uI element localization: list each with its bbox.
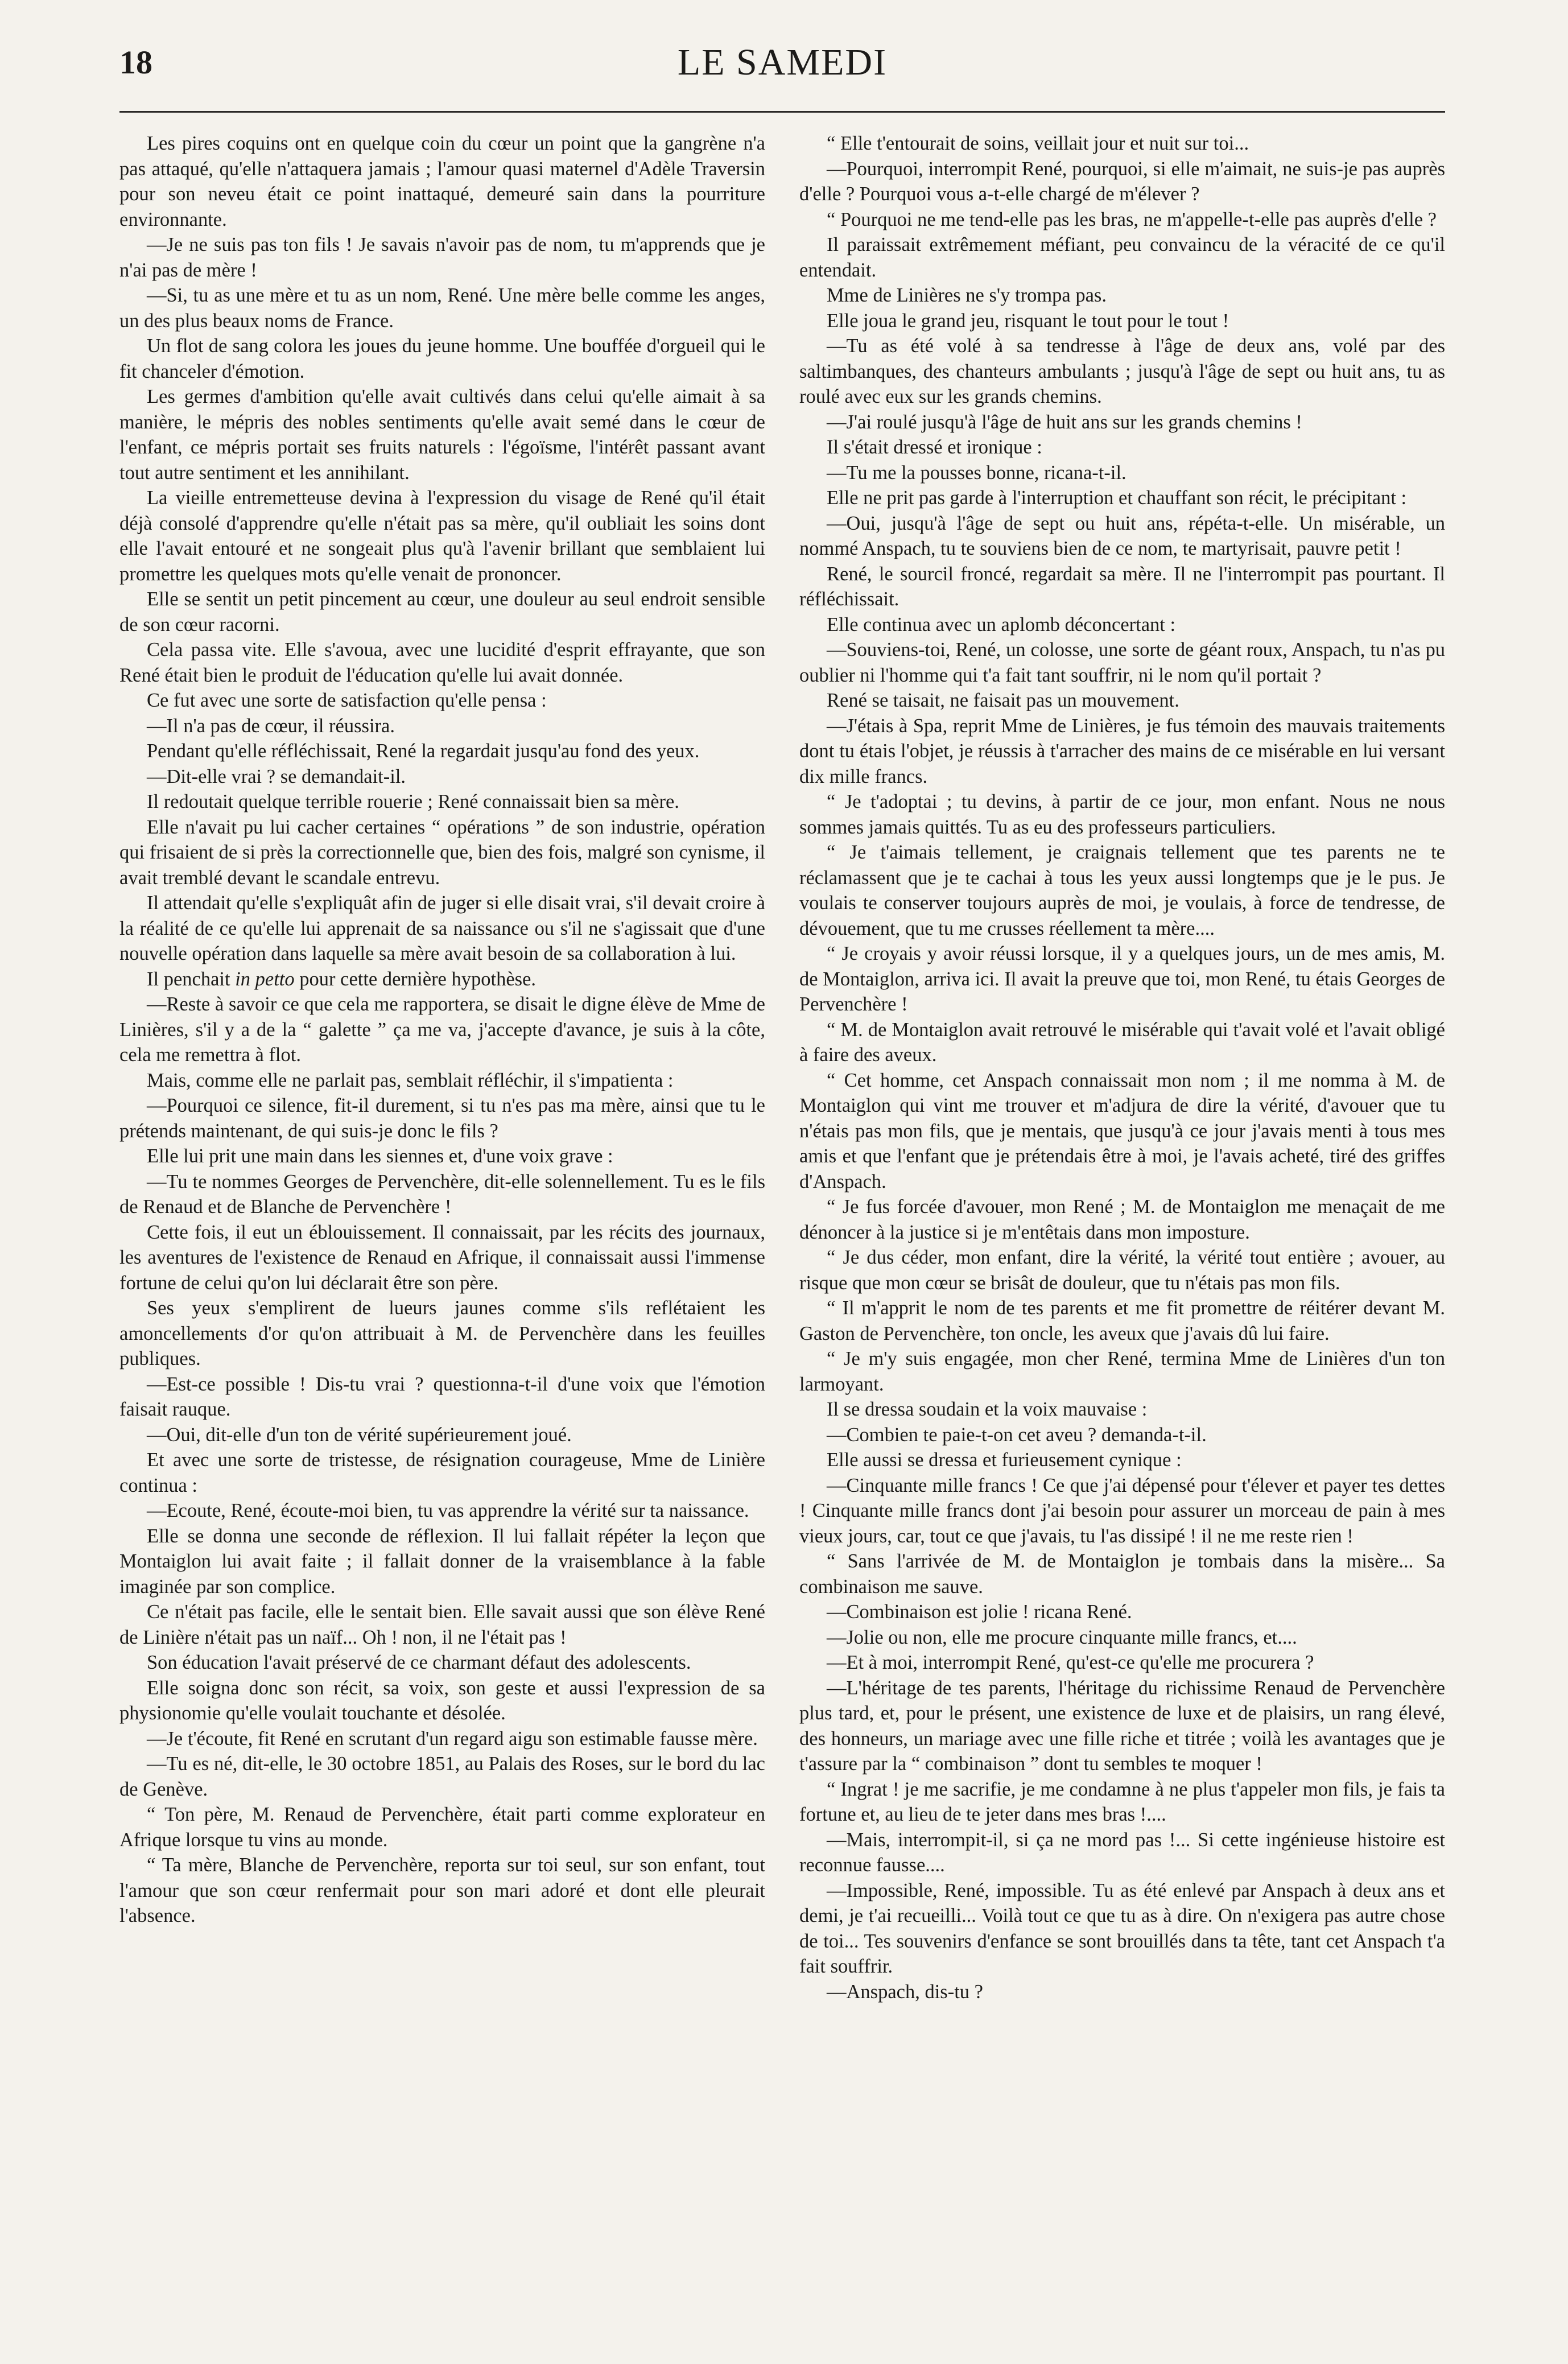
paragraph: —Combinaison est jolie ! ricana René. [827, 1601, 1132, 1623]
paragraph: —Tu es né, dit-elle, le 30 octobre 1851, au Palais des Roses, sur le bord du lac de Genève. [119, 1753, 765, 1800]
paragraph: —Oui, jusqu'à l'âge de sept ou huit ans, répéta-t-elle. Un misérable, un nommé Anspach, tu te souviens bien de ce nom, te martyrisait, pauvre petit ! [799, 512, 1445, 559]
paragraph: Elle joua le grand jeu, risquant le tout pour le tout ! [827, 310, 1229, 332]
paragraph: —Et à moi, interrompit René, qu'est-ce qu'elle me procurera ? [827, 1652, 1314, 1673]
paragraph: “ Je dus céder, mon enfant, dire la vérité, la vérité tout entière ; avouer, au risque que mon cœur se brisât de douleur, que tu n'étais pas mon fils. [799, 1247, 1445, 1294]
paragraph: Cette fois, il eut un éblouissement. Il connaissait, par les récits des journaux, les aventures de l'existence de Renaud en Afrique, il connaissait aussi l'immense fortune de celui qu'on lui déclarait être son père. [119, 1221, 765, 1294]
paragraph: “ Il m'apprit le nom de tes parents et me fit promettre de réitérer devant M. Gaston de Pervenchère, ton oncle, les aveux que j'avais dû lui faire. [799, 1297, 1445, 1344]
paragraph: “ Cet homme, cet Anspach connaissait mon nom ; il me nomma à M. de Montaiglon qui vint me trouver et m'adjura de dire la vérité, d'avouer que tu n'étais pas mon fils, que je mentais, que jusqu'à ce jour j'avais menti à tous mes amis et que l'enfant que je prétendais être à moi, je l'avais acheté, tiré des griffes d'Anspach. [799, 1069, 1445, 1193]
paragraph: —J'étais à Spa, reprit Mme de Linières, je fus témoin des mauvais traitements dont tu étais l'objet, je réussis à t'arracher des mains de ce misérable en lui versant dix mille francs. [799, 715, 1445, 787]
paragraph: —Anspach, dis-tu ? [827, 1981, 983, 2003]
paragraph: —Combien te paie-t-on cet aveu ? demanda-t-il. [827, 1424, 1207, 1446]
paragraph: —Reste à savoir ce que cela me rapportera, se disait le digne élève de Mme de Linières, s'il y a de la “ galette ” ça me va, j'accepte d'avance, je suis à la côte, cela me remettra à flot. [119, 993, 765, 1066]
paragraph: “ Sans l'arrivée de M. de Montaiglon je tombais dans la misère... Sa combinaison me sauve. [799, 1550, 1445, 1598]
paragraph: Et avec une sorte de tristesse, de résignation courageuse, Mme de Linière continua : [119, 1449, 765, 1496]
paragraph: Elle n'avait pu lui cacher certaines “ opérations ” de son industrie, opération qui frisaient de si près la correctionnelle que, bien des fois, malgré son cynisme, il avait tremblé devant le scandale entrevu. [119, 816, 765, 889]
paragraph: Il se dressa soudain et la voix mauvaise : [827, 1398, 1148, 1420]
paragraph: Il s'était dressé et ironique : [827, 436, 1042, 458]
paragraph: René, le sourcil froncé, regardait sa mère. Il ne l'interrompit pas pourtant. Il réfléchissait. [799, 563, 1445, 610]
paragraph: La vieille entremetteuse devina à l'expression du visage de René qu'il était déjà consolé d'apprendre qu'elle n'était pas sa mère, qu'il oubliait les soins dont elle l'avait entouré et ne songeait plus qu'à l'avenir brillant que semblaient lui promettre les quelques mots qu'elle venait de prononcer. [119, 487, 765, 585]
header-rule [119, 111, 1445, 113]
paragraph: “ Elle t'entourait de soins, veillait jour et nuit sur toi... [827, 133, 1249, 154]
paragraph: —Si, tu as une mère et tu as un nom, René. Une mère belle comme les anges, un des plus beaux noms de France. [119, 284, 765, 332]
paragraph: Ce n'était pas facile, elle le sentait bien. Elle savait aussi que son élève René de Linière n'était pas un naïf... Oh ! non, il ne l'était pas ! [119, 1601, 765, 1648]
paragraph: “ Ton père, M. Renaud de Pervenchère, était parti comme explorateur en Afrique lorsque tu vins au monde. [119, 1804, 765, 1851]
paragraph: —Pourquoi ce silence, fit-il durement, si tu n'es pas ma mère, ainsi que tu le prétends maintenant, de qui suis-je donc le fils ? [119, 1095, 765, 1142]
paragraph: —Pourquoi, interrompit René, pourquoi, si elle m'aimait, ne suis-je pas auprès d'elle ? Pourquoi vous a-t-elle chargé de m'élever ? [799, 158, 1445, 205]
page-header [119, 28, 1445, 97]
paragraph: —Cinquante mille francs ! Ce que j'ai dépensé pour t'élever et payer tes dettes ! Cinquante mille francs dont j'ai besoin pour assurer un morceau de pain à mes vieux jours, car, tout ce que j'avais, tu l'as dissipé ! il ne me reste rien ! [799, 1474, 1445, 1547]
paragraph: Son éducation l'avait préservé de ce charmant défaut des adolescents. [147, 1652, 691, 1673]
paragraph: Mais, comme elle ne parlait pas, semblait réfléchir, il s'impatienta : [147, 1069, 674, 1091]
paragraph: —Ecoute, René, écoute-moi bien, tu vas apprendre la vérité sur ta naissance. [147, 1500, 749, 1521]
left-column [119, 131, 765, 1929]
paragraph: “ Je t'aimais tellement, je craignais tellement que tes parents ne te réclamassent que je te cachai à tous les yeux aussi longtemps que je le pus. Je voulais te conserver toujours auprès de moi, je voulais, à force de tendresse, de dévouement, que tu me crusses réellement ta mère.... [799, 841, 1445, 939]
paragraph: —Mais, interrompit-il, si ça ne mord pas !... Si cette ingénieuse histoire est reconnue fausse.... [799, 1829, 1445, 1876]
paragraph: —Tu me la pousses bonne, ricana-t-il. [827, 461, 1127, 484]
paragraph: René se taisait, ne faisait pas un mouvement. [827, 690, 1179, 711]
paragraph: —Est-ce possible ! Dis-tu vrai ? questionna-t-il d'une voix que l'émotion faisait rauque. [119, 1373, 765, 1420]
paragraph: Elle se donna une seconde de réflexion. Il lui fallait répéter la leçon que Montaiglon lui avait faite ; il fallait donner de la vraisemblance à la fable imaginée par son complice. [119, 1525, 765, 1598]
paragraph: —Tu te nommes Georges de Pervenchère, dit-elle solennellement. Tu es le fils de Renaud et de Blanche de Pervenchère ! [119, 1170, 765, 1218]
paragraph: Il attendait qu'elle s'expliquât afin de juger si elle disait vrai, s'il devait croire à la réalité de ce qu'elle lui apprenait de sa naissance ou s'il ne s'agissait que d'une nouvelle opération dans laquelle sa mère avait besoin de sa collaboration à lui. [119, 892, 765, 964]
paragraph: Elle se sentit un petit pincement au cœur, une douleur au seul endroit sensible de son cœur racorni. [119, 588, 765, 636]
paragraph: Cela passa vite. Elle s'avoua, avec une lucidité d'esprit effrayante, que son René était bien le produit de l'éducation qu'elle lui avait donnée. [119, 639, 765, 686]
paragraph: Elle lui prit une main dans les siennes et, d'une voix grave : [147, 1145, 613, 1167]
paragraph: Elle aussi se dressa et furieusement cynique : [827, 1449, 1182, 1471]
paragraph: Les pires coquins ont en quelque coin du cœur un point que la gangrène n'a pas attaqué, qu'elle n'attaquera jamais ; l'amour quasi maternel d'Adèle Traversin pour son neveu était ce point inattaqué, demeuré sain dans la pourriture environnante. [119, 133, 765, 230]
paragraph: Il redoutait quelque terrible rouerie ; René connaissait bien sa mère. [147, 791, 679, 812]
paragraph: Pendant qu'elle réfléchissait, René la regardait jusqu'au fond des yeux. [147, 740, 700, 762]
paragraph: “ Je m'y suis engagée, mon cher René, termina Mme de Linières d'un ton larmoyant. [799, 1348, 1445, 1395]
paragraph: —Il n'a pas de cœur, il réussira. [147, 715, 395, 737]
paragraph: Ce fut avec une sorte de satisfaction qu'elle pensa : [147, 690, 547, 711]
paragraph: Les germes d'ambition qu'elle avait cultivés dans celui qu'elle aimait à sa manière, le mépris des nobles sentiments qu'elle avait semé dans le cœur de l'enfant, ce mépris portait ses fruits naturels : l'égoïsme, l'intérêt passant avant tout autre sentiment et les annihilant. [119, 386, 765, 484]
right-column [799, 131, 1445, 2004]
running-title: LE SAMEDI [677, 42, 888, 83]
paragraph: —Dit-elle vrai ? se demandait-il. [147, 765, 406, 787]
paragraph: Il paraissait extrêmement méfiant, peu convaincu de la véracité de ce qu'il entendait. [799, 234, 1445, 281]
paragraph: Ses yeux s'emplirent de lueurs jaunes comme s'ils reflétaient les amoncellements d'or qu'on attribuait à M. de Pervenchère dans les feuilles publiques. [119, 1297, 765, 1369]
paragraph: —Jolie ou non, elle me procure cinquante mille francs, et.... [827, 1626, 1297, 1648]
paragraph: —Je t'écoute, fit René en scrutant d'un regard aigu son estimable fausse mère. [147, 1727, 758, 1750]
paragraph: Elle soigna donc son récit, sa voix, son geste et aussi l'expression de sa physionomie qu'elle voulait touchante et désolée. [119, 1677, 765, 1724]
paragraph: “ Je croyais y avoir réussi lorsque, il y a quelques jours, un de mes amis, M. de Montaiglon, arriva ici. Il avait la preuve que toi, mon René, tu étais Georges de Pervenchère ! [799, 943, 1445, 1015]
paragraph: “ Je fus forcée d'avouer, mon René ; M. de Montaiglon me menaçait de me dénoncer à la justice si je m'entêtais dans mon imposture. [799, 1196, 1445, 1243]
paragraph: Il penchait in petto pour cette dernière hypothèse. [147, 968, 537, 990]
paragraph: “ M. de Montaiglon avait retrouvé le misérable qui t'avait volé et l'avait obligé à faire des aveux. [799, 1018, 1445, 1066]
paragraph: —L'héritage de tes parents, l'héritage du richissime Renaud de Pervenchère plus tard, et, pour le présent, une existence de luxe et de plaisirs, un rang élevé, des honneurs, un mariage avec une fille riche et titrée ; voilà les avantages que je t'assure par la “ combinaison ” dont tu sembles te moquer ! [799, 1677, 1445, 1775]
page-number: 18 [119, 44, 152, 81]
paragraph: —Je ne suis pas ton fils ! Je savais n'avoir pas de nom, tu m'apprends que je n'ai pas de mère ! [119, 234, 765, 281]
paragraph: Un flot de sang colora les joues du jeune homme. Une bouffée d'orgueil qui le fit chanceler d'émotion. [119, 335, 765, 382]
paragraph: —J'ai roulé jusqu'à l'âge de huit ans sur les grands chemins ! [827, 411, 1302, 433]
paragraph: “ Pourquoi ne me tend-elle pas les bras, ne m'appelle-t-elle pas auprès d'elle ? [827, 208, 1437, 230]
paragraph: —Tu as été volé à sa tendresse à l'âge de deux ans, volé par des saltimbanques, des chanteurs ambulants ; jusqu'à l'âge de sept ou huit ans, tu as roulé avec eux sur les grands chemins. [799, 335, 1445, 407]
paragraph: —Souviens-toi, René, un colosse, une sorte de géant roux, Anspach, tu n'as pu oublier ni l'homme qui t'a fait tant souffrir, ni le nom qu'il portait ? [799, 639, 1445, 686]
paragraph: Elle continua avec un aplomb déconcertant : [827, 613, 1176, 636]
paragraph: “ Ta mère, Blanche de Pervenchère, reporta sur toi seul, sur son enfant, tout l'amour que son cœur renfermait pour son mari adoré et dont elle pleurait l'absence. [119, 1854, 765, 1926]
paragraph: Mme de Linières ne s'y trompa pas. [827, 284, 1107, 306]
paragraph: “ Ingrat ! je me sacrifie, je me condamne à ne plus t'appeler mon fils, je fais ta fortune et, au lieu de te jeter dans mes bras !.... [799, 1778, 1445, 1825]
paragraph: —Oui, dit-elle d'un ton de vérité supérieurement joué. [147, 1424, 572, 1446]
paragraph: Elle ne prit pas garde à l'interruption et chauffant son récit, le précipitant : [827, 487, 1407, 509]
paragraph: “ Je t'adoptai ; tu devins, à partir de ce jour, mon enfant. Nous ne nous sommes jamais quittés. Tu as eu des professeurs particuliers. [799, 791, 1445, 838]
paragraph: —Impossible, René, impossible. Tu as été enlevé par Anspach à deux ans et demi, je t'ai recueilli... Voilà tout ce que tu as à dire. On n'exigera pas autre chose de toi... Tes souvenirs d'enfance se sont brouillés dans ta tête, tant cet Anspach t'a fait souffrir. [799, 1879, 1445, 1977]
